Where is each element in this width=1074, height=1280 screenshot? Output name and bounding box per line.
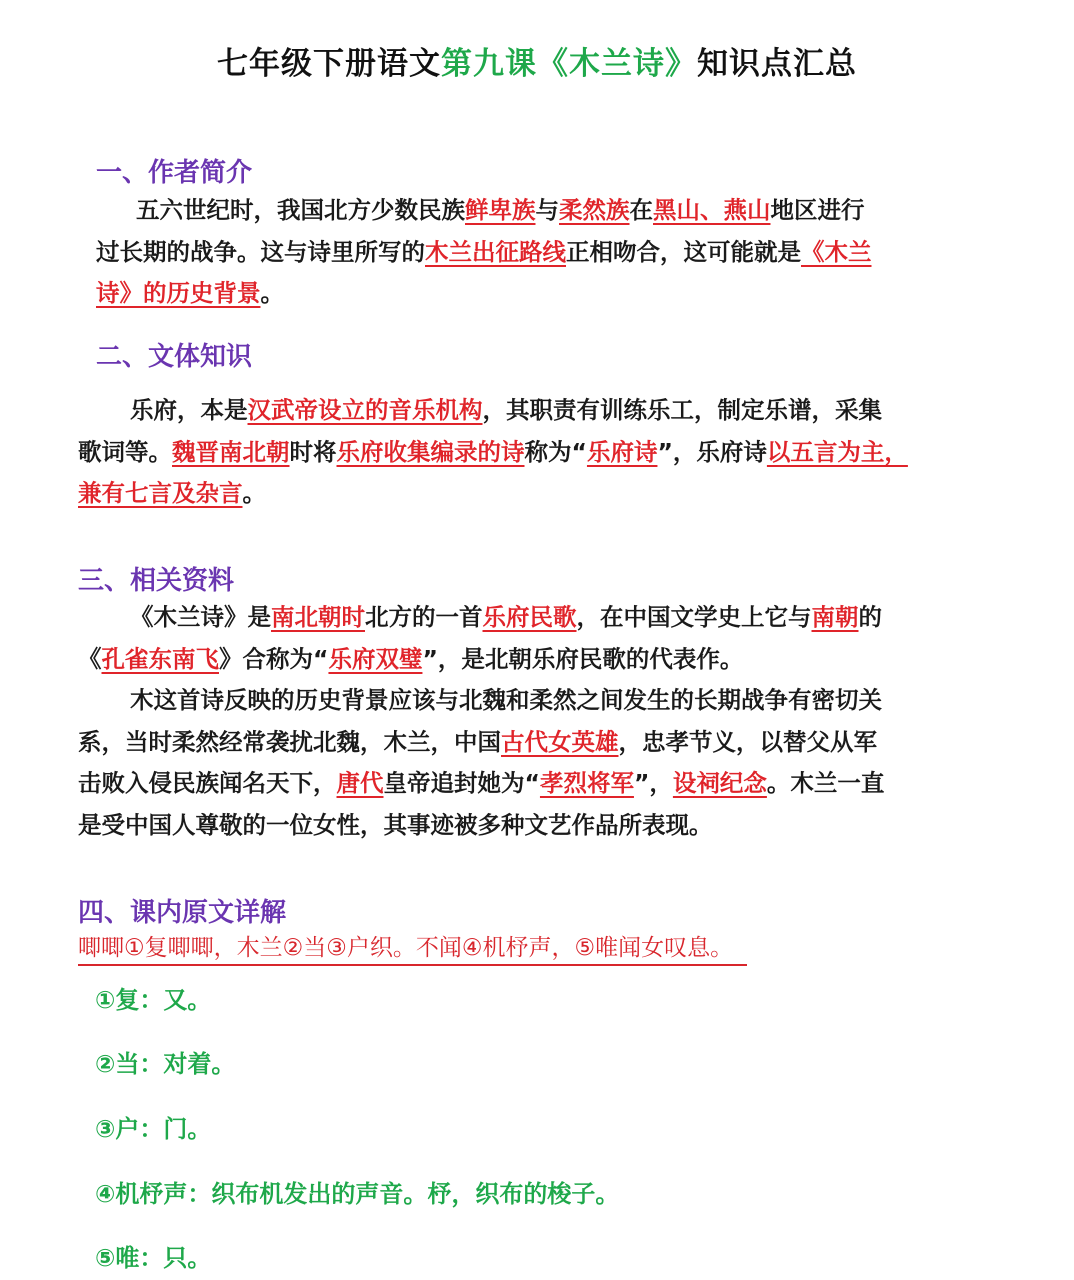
- section-genre-body: 乐府，本是汉武帝设立的音乐机构，其职责有训练乐工，制定乐谱，采集 歌词等。魏晋南北朝时将乐府收集编录的诗称为“乐府诗”，乐府诗以五言为主， 兼有七言及杂言。: [78, 396, 908, 507]
- annotation-5: ⑤唯：只。: [95, 1244, 212, 1272]
- section-heading-text-explanation: 四、课内原文详解: [78, 898, 287, 928]
- section-heading-materials: 三、相关资料: [78, 566, 235, 596]
- annotation-3: ③户：门。: [95, 1115, 212, 1143]
- original-text-line: 唧唧①复唧唧，木兰②当③户织。不闻④机杼声，⑤唯闻女叹息。: [78, 932, 747, 966]
- title-part-1: 七年级下册语文: [217, 46, 441, 82]
- annotation-2: ②当：对着。: [95, 1050, 236, 1078]
- section-author-body: 五六世纪时，我国北方少数民族鲜卑族与柔然族在黑山、燕山地区进行 过长期的战争。这与诗里所写的木兰出征路线正相吻合，这可能就是《木兰 诗》的历史背景。: [96, 196, 872, 307]
- section-heading-author: 一、作者简介: [96, 158, 253, 188]
- section-materials-body: 《木兰诗》是南北朝时北方的一首乐府民歌，在中国文学史上它与南朝的 《孔雀东南飞》合称为“乐府双璧”，是北朝乐府民歌的代表作。 木这首诗反映的历史背景应该与北魏和柔然之间发生的长期战争有密切关 系，当时柔然经常袭扰北魏，木兰，中国古代女英雄，忠孝节义，以替父从军 击败入侵民族闻名天下，唐代皇帝追封她为“孝烈将军”，设祠纪念。木兰一直 是受中国人尊敬的一位女性，其事迹被多种文艺作品所表现。: [78, 603, 885, 839]
- title-lesson: 第九课《木兰诗》: [441, 46, 697, 82]
- section-heading-genre: 二、文体知识: [96, 342, 253, 372]
- title-part-3: 知识点汇总: [697, 46, 857, 82]
- annotation-1: ①复：又。: [95, 986, 212, 1014]
- page-title: [0, 38, 1074, 83]
- annotation-4: ④机杼声：织布机发出的声音。杼，织布的梭子。: [95, 1180, 620, 1208]
